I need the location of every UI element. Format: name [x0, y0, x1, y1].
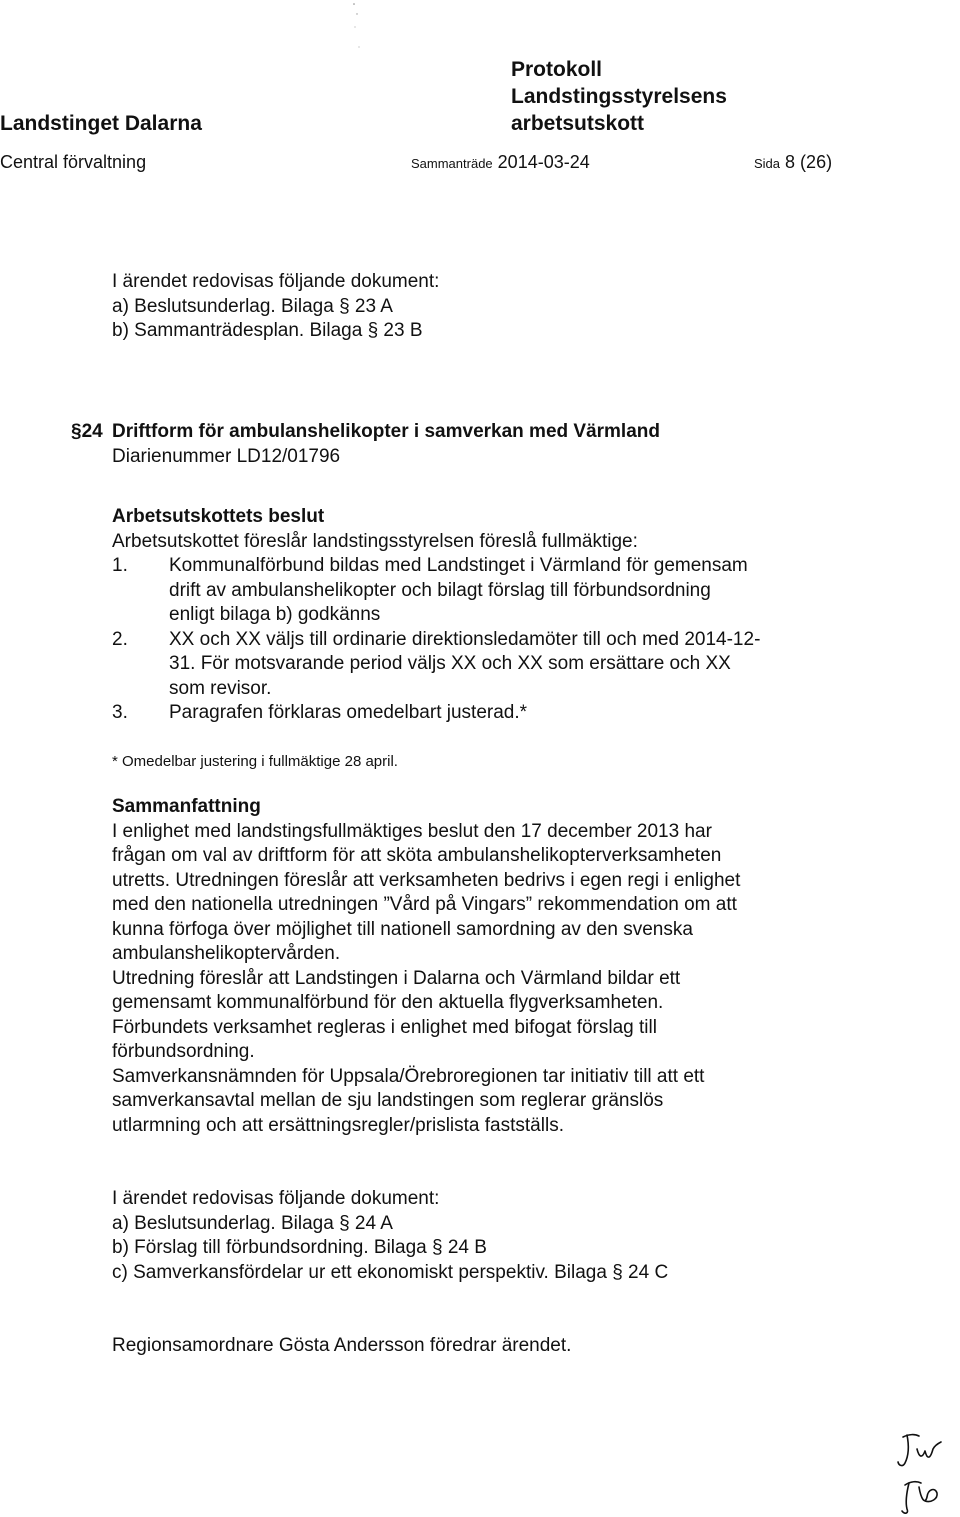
- page-number: 8 (26): [785, 152, 833, 172]
- summary-line: kunna förfoga över möjlighet till nationell samordning av den svenska: [112, 918, 693, 940]
- meeting-label: Sammanträde: [411, 156, 493, 171]
- previous-document-item: a) Beslutsunderlag. Bilaga § 23 A: [112, 295, 393, 317]
- document-item: b) Förslag till förbundsordning. Bilaga § 24 B: [112, 1237, 487, 1258]
- decision-item: [112, 554, 852, 628]
- summary-line: gemensamt kommunalförbund för den aktuella flygverksamheten.: [112, 992, 664, 1013]
- summary-line: I enlighet med landstingsfullmäktiges beslut den 17 december 2013 har: [112, 820, 712, 842]
- decision-item-line: enligt bilaga b) godkänns: [169, 604, 381, 625]
- document-item: c) Samverkansfördelar ur ett ekonomiskt perspektiv. Bilaga § 24 C: [112, 1261, 669, 1283]
- decision-item-line: 31. För motsvarande period väljs XX och XX som ersättare och XX: [169, 653, 731, 674]
- committee-name-line2: arbetsutskott: [511, 112, 645, 135]
- committee-name-line1: Landstingsstyrelsens: [511, 85, 727, 108]
- documents-intro: I ärendet redovisas följande dokument:: [112, 1188, 440, 1209]
- summary-line: Förbundets verksamhet regleras i enlighet med bifogat förslag till: [112, 1016, 657, 1038]
- decision-intro: Arbetsutskottet föreslår landstingsstyrelsen föreslå fullmäktige:: [112, 530, 638, 552]
- decision-item-line: Paragrafen förklaras omedelbart justerad.*: [169, 702, 528, 723]
- decision-item-number: 3.: [112, 702, 128, 723]
- summary-line: med den nationella utredningen ”Vård på Vingars” rekommendation om att: [112, 894, 737, 915]
- document-header: [511, 56, 727, 137]
- summary-heading: Sammanfattning: [112, 796, 261, 817]
- presenter-note: [112, 1334, 832, 1359]
- registration-number: Diarienummer LD12/01796: [112, 446, 341, 467]
- decision-item: [112, 701, 852, 726]
- page-info: [754, 152, 832, 173]
- previous-documents: [112, 270, 832, 344]
- decision-item-line: Kommunalförbund bildas med Landstinget i Värmland för gemensam: [169, 555, 748, 576]
- meeting-info: [411, 152, 590, 173]
- section-title: Driftform för ambulanshelikopter i samverkan med Värmland: [112, 421, 660, 442]
- decision-item-number: 2.: [112, 628, 128, 650]
- summary-line: ambulanshelikoptervården.: [112, 943, 341, 964]
- previous-documents-intro: I ärendet redovisas följande dokument:: [112, 271, 440, 292]
- decision-list: [112, 554, 852, 726]
- summary-line: förbundsordning.: [112, 1041, 255, 1062]
- previous-document-item: b) Sammanträdesplan. Bilaga § 23 B: [112, 320, 423, 341]
- documents: [112, 1187, 832, 1285]
- department-name: Central förvaltning: [0, 152, 147, 172]
- decision-item-line: som revisor.: [169, 677, 272, 699]
- document-item: a) Beslutsunderlag. Bilaga § 24 A: [112, 1212, 393, 1234]
- decision-item: [112, 628, 852, 702]
- decision-item-line: drift av ambulanshelikopter och bilagt förslag till förbundsordning: [169, 579, 711, 601]
- summary-line: samverkansavtal mellan de sju landstingen som reglerar gränslös: [112, 1090, 664, 1111]
- handwritten-initials-signature: [895, 1425, 960, 1517]
- section-number: §24: [71, 421, 103, 442]
- organization-name: Landstinget Dalarna: [0, 112, 202, 135]
- scan-artifact: [340, 0, 370, 60]
- summary: [112, 795, 832, 1138]
- summary-line: Utredning föreslår att Landstingen i Dalarna och Värmland bildar ett: [112, 967, 681, 989]
- meeting-date: 2014-03-24: [497, 152, 590, 172]
- decision-item-number: 1.: [112, 555, 128, 576]
- page-label: Sida: [754, 156, 781, 171]
- decision-item-line: XX och XX väljs till ordinarie direktionsledamöter till och med 2014-12-: [169, 628, 761, 650]
- document-type: Protokoll: [511, 58, 603, 81]
- summary-line: utretts. Utredningen föreslår att verksamheten bedrivs i egen regi i enlighet: [112, 869, 741, 891]
- footnote: * Omedelbar justering i fullmäktige 28 april.: [112, 753, 398, 770]
- summary-line: frågan om val av driftform för att sköta ambulanshelikopterverksamheten: [112, 845, 722, 866]
- summary-line: Samverkansnämnden för Uppsala/Örebroregionen tar initiativ till att ett: [112, 1065, 705, 1087]
- decision-header: [112, 505, 832, 554]
- decision-heading: Arbetsutskottets beslut: [112, 506, 325, 527]
- summary-line: utlarmning och att ersättningsregler/prislista fastställs.: [112, 1114, 564, 1136]
- presenter-text: Regionsamordnare Gösta Andersson föredrar ärendet.: [112, 1335, 572, 1356]
